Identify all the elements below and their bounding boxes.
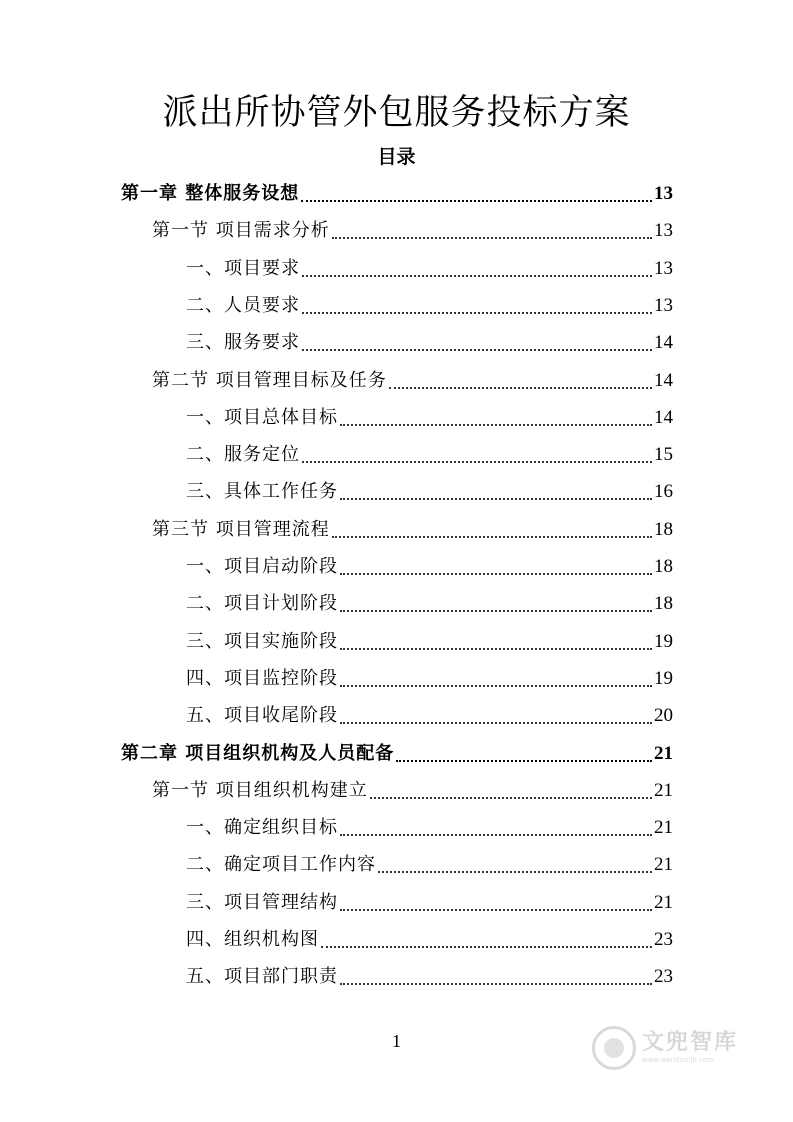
toc-dot-leader <box>340 423 652 426</box>
document-title: 派出所协管外包服务投标方案 <box>162 93 631 133</box>
toc-entry-label: 五、项目收尾阶段 <box>186 705 338 727</box>
toc-entry-label: 第二节 项目管理目标及任务 <box>152 369 387 391</box>
toc-dot-leader <box>370 796 652 799</box>
toc-entry-label: 第一节 项目需求分析 <box>152 220 330 242</box>
page-number: 1 <box>392 1031 401 1051</box>
toc-entry-level-3[interactable] <box>186 401 673 435</box>
toc-entry-page: 16 <box>654 481 673 503</box>
toc-entry-page: 15 <box>654 444 673 466</box>
toc-dot-leader <box>378 870 652 873</box>
toc-dot-leader <box>340 609 652 612</box>
toc-entry-label: 二、服务定位 <box>186 444 300 466</box>
toc-entry-label: 二、确定项目工作内容 <box>186 854 376 876</box>
toc-entry-page: 21 <box>654 854 673 876</box>
toc-entry-page: 13 <box>654 183 673 204</box>
toc-entry-level-3[interactable] <box>186 587 673 621</box>
toc-entry-label: 五、项目部门职责 <box>186 966 338 988</box>
toc-entry-label: 第三节 项目管理流程 <box>152 518 330 540</box>
toc-entry-level-3[interactable] <box>186 960 673 994</box>
toc-entry-page: 13 <box>654 220 673 242</box>
toc-dot-leader <box>340 572 652 575</box>
toc-entry-label: 三、项目实施阶段 <box>186 630 338 652</box>
toc-heading: 目录 <box>377 146 416 168</box>
toc-entry-page: 23 <box>654 966 673 988</box>
toc-entry-label: 三、服务要求 <box>186 332 300 354</box>
toc-dot-leader <box>340 982 652 985</box>
wendou-logo-icon <box>592 1026 636 1070</box>
toc-entry-label: 第一章 整体服务设想 <box>121 183 300 204</box>
toc-entry-page: 18 <box>654 556 673 577</box>
toc-dot-leader <box>340 497 652 500</box>
toc-dot-leader <box>332 535 652 538</box>
toc-entry-level-3[interactable] <box>186 550 673 584</box>
toc-dot-leader <box>302 311 652 314</box>
watermark-url: www.wendoulib.com <box>642 1056 714 1064</box>
toc-entry-level-2[interactable] <box>152 513 673 547</box>
toc-entry-level-3[interactable] <box>186 289 673 323</box>
toc-entry-level-2[interactable] <box>152 214 673 248</box>
toc-entry-page: 21 <box>654 891 673 913</box>
toc-entry-level-1[interactable] <box>121 737 673 771</box>
toc-entry-level-3[interactable] <box>186 625 673 659</box>
toc-entry-page: 14 <box>654 406 673 428</box>
toc-entry-level-1[interactable] <box>121 177 673 211</box>
toc-entry-page: 20 <box>654 705 673 727</box>
toc-entry-label: 第一节 项目组织机构建立 <box>152 779 368 801</box>
toc-dot-leader <box>396 759 652 762</box>
toc-entry-label: 四、项目监控阶段 <box>186 667 338 689</box>
toc-entry-level-3[interactable] <box>186 475 673 509</box>
watermark <box>592 1020 762 1076</box>
toc-entry-level-3[interactable] <box>186 811 673 845</box>
toc-entry-level-3[interactable] <box>186 699 673 733</box>
toc-entry-page: 21 <box>654 742 673 764</box>
toc-dot-leader <box>340 721 652 724</box>
toc-entry-level-3[interactable] <box>186 886 673 920</box>
toc-entry-label: 第二章 项目组织机构及人员配备 <box>121 742 395 764</box>
toc-entry-label: 一、项目要求 <box>186 257 300 279</box>
toc-entry-level-2[interactable] <box>152 364 673 398</box>
toc-entry-label: 四、组织机构图 <box>186 929 319 950</box>
toc-entry-level-3[interactable] <box>186 438 673 472</box>
toc-entry-page: 18 <box>654 593 673 615</box>
toc-entry-level-3[interactable] <box>186 326 673 360</box>
toc-entry-label: 二、人员要求 <box>186 294 300 316</box>
toc-dot-leader <box>340 647 652 650</box>
toc-entry-page: 23 <box>654 929 673 950</box>
toc-entry-label: 一、确定组织目标 <box>186 817 338 839</box>
toc-dot-leader <box>340 684 652 687</box>
toc-entry-page: 13 <box>654 257 673 279</box>
toc-entry-level-3[interactable] <box>186 848 673 882</box>
toc-entry-label: 一、项目总体目标 <box>186 406 338 428</box>
toc-entry-label: 二、项目计划阶段 <box>186 593 338 615</box>
toc-dot-leader <box>332 236 652 239</box>
toc-entry-level-3[interactable] <box>186 923 673 957</box>
toc-entry-level-3[interactable] <box>186 252 673 286</box>
toc-dot-leader <box>302 460 652 463</box>
toc-dot-leader <box>301 199 652 202</box>
toc-entry-level-3[interactable] <box>186 662 673 696</box>
watermark-name: 文兜智库 <box>642 1030 739 1055</box>
toc-entry-label: 三、具体工作任务 <box>186 481 338 503</box>
toc-entry-label: 一、项目启动阶段 <box>186 556 338 577</box>
toc-dot-leader <box>389 386 652 389</box>
toc-dot-leader <box>340 833 652 836</box>
toc-entry-page: 18 <box>654 518 673 540</box>
toc-entry-page: 21 <box>654 779 673 801</box>
toc-dot-leader <box>321 945 652 948</box>
toc-dot-leader <box>302 348 652 351</box>
toc-entry-page: 14 <box>654 369 673 391</box>
toc-entry-page: 14 <box>654 332 673 354</box>
toc-entry-page: 13 <box>654 294 673 316</box>
toc-entry-page: 21 <box>654 817 673 839</box>
toc-entry-level-2[interactable] <box>152 774 673 808</box>
toc-entry-page: 19 <box>654 667 673 689</box>
toc-entry-label: 三、项目管理结构 <box>186 891 338 913</box>
toc-dot-leader <box>340 908 652 911</box>
toc-entry-page: 19 <box>654 630 673 652</box>
toc-dot-leader <box>302 274 652 277</box>
